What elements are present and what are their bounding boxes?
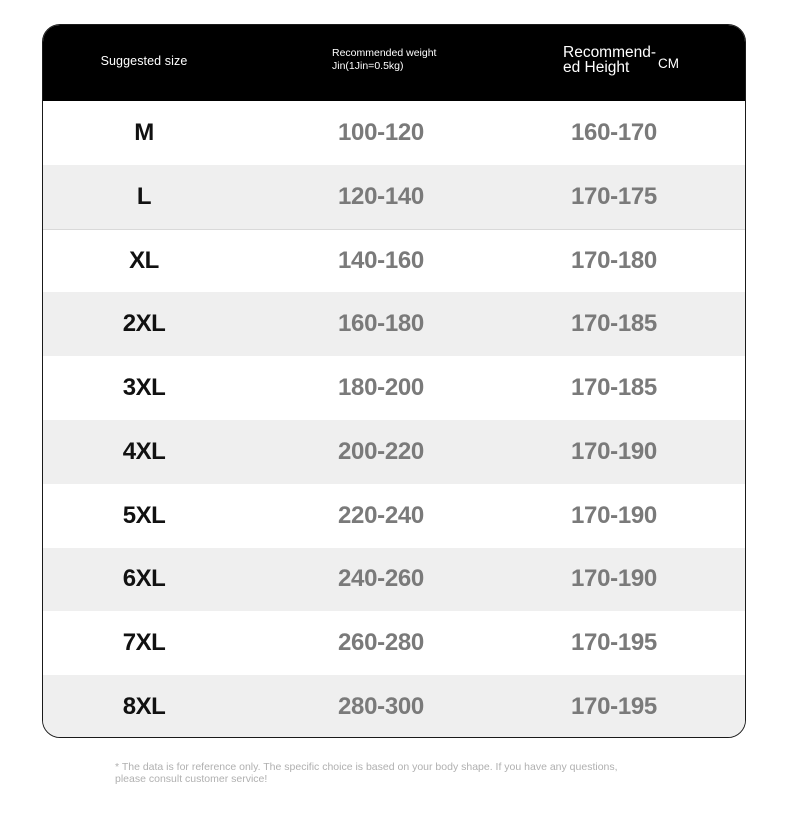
weight-cell: 260-280	[338, 629, 424, 657]
size-cell: M	[134, 118, 154, 146]
size-cell: 7XL	[122, 629, 166, 657]
weight-cell: 120-140	[338, 182, 424, 210]
height-cell: 170-175	[571, 182, 657, 210]
header-height-line2: ed Height	[563, 59, 630, 76]
table-row	[43, 101, 745, 165]
table-row	[43, 229, 745, 293]
weight-cell: 180-200	[338, 374, 424, 402]
size-chart-table	[42, 24, 746, 738]
height-cell: 170-185	[571, 310, 657, 338]
header-recommended-weight	[332, 47, 436, 73]
size-cell: 3XL	[122, 374, 166, 402]
header-recommended-height	[563, 45, 679, 75]
table-row	[43, 420, 745, 484]
header-weight-unit-note: Jin(1Jin=0.5kg)	[332, 60, 404, 72]
weight-cell: 280-300	[338, 693, 424, 721]
weight-cell: 220-240	[338, 501, 424, 529]
weight-cell: 140-160	[338, 246, 424, 274]
header-height-line1: Recommend-	[563, 44, 657, 61]
height-cell: 170-190	[571, 565, 657, 593]
table-row	[43, 611, 745, 675]
size-cell: XL	[129, 246, 159, 274]
weight-cell: 240-260	[338, 565, 424, 593]
table-row	[43, 675, 745, 738]
table-row	[43, 484, 745, 548]
header-height-title	[563, 45, 656, 75]
header-suggested-size: Suggested size	[100, 54, 188, 68]
table-row	[43, 165, 745, 229]
size-cell: 6XL	[122, 565, 166, 593]
height-cell: 170-190	[571, 501, 657, 529]
size-cell: 5XL	[122, 501, 166, 529]
height-cell: 170-180	[571, 246, 657, 274]
size-cell: 8XL	[122, 693, 166, 721]
height-cell: 170-190	[571, 437, 657, 465]
table-row	[43, 292, 745, 356]
table-header	[43, 25, 745, 101]
height-cell: 170-195	[571, 629, 657, 657]
disclaimer-footnote	[115, 762, 675, 785]
size-cell: 2XL	[122, 310, 166, 338]
header-weight-title: Recommended weight	[332, 47, 437, 59]
table-row	[43, 548, 745, 612]
table-row	[43, 356, 745, 420]
footnote-line-2: please consult customer service!	[115, 772, 268, 785]
footnote-line-1: * The data is for reference only. The specific choice is based on your body shape. If you have any questions,	[115, 761, 618, 773]
size-cell: 4XL	[122, 437, 166, 465]
weight-cell: 200-220	[338, 437, 424, 465]
size-cell: L	[136, 182, 152, 210]
height-cell: 160-170	[571, 118, 657, 146]
height-cell: 170-195	[571, 693, 657, 721]
header-height-unit: CM	[658, 56, 680, 71]
weight-cell: 100-120	[338, 118, 424, 146]
weight-cell: 160-180	[338, 310, 424, 338]
table-body	[43, 101, 745, 738]
height-cell: 170-185	[571, 374, 657, 402]
